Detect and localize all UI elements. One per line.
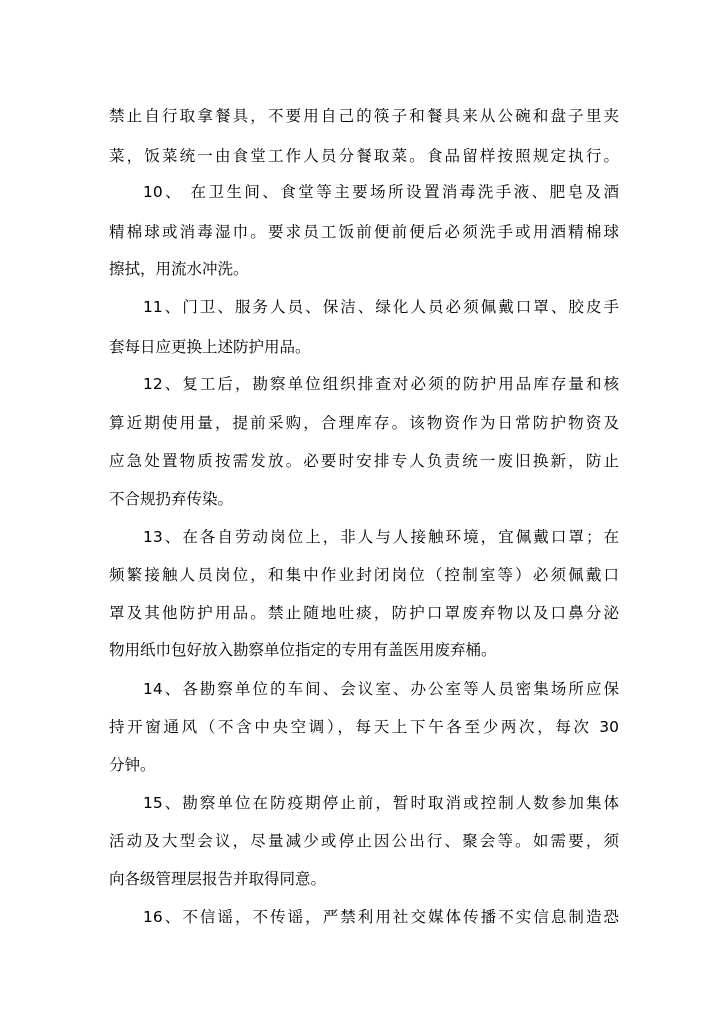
text-line: 活动及大型会议，尽量减少或停止因公出行、聚会等。如需要，须 bbox=[109, 832, 619, 850]
paragraph-start-line: 16、不信谣，不传谣，严禁利用社交媒体传播不实信息制造恐 bbox=[143, 908, 619, 926]
paragraph-start-line: 11、门卫、服务人员、保洁、绿化人员必须佩戴口罩、胶皮手 bbox=[143, 298, 619, 316]
text-line: 算近期使用量，提前采购，合理库存。该物资作为日常防护物资及 bbox=[109, 414, 619, 432]
paragraph-start-line: 10、 在卫生间、食堂等主要场所设置消毒洗手液、肥皂及酒 bbox=[143, 183, 619, 201]
text-line: 罩及其他防护用品。禁止随地吐痰，防护口罩废弃物以及口鼻分泌 bbox=[109, 604, 619, 622]
text-line: 菜，饭菜统一由食堂工作人员分餐取菜。食品留样按照规定执行。 bbox=[109, 147, 619, 165]
text-line: 擦拭，用流水冲洗。 bbox=[109, 260, 249, 278]
text-line: 向各级管理层报告并取得同意。 bbox=[109, 870, 327, 888]
text-line: 分钟。 bbox=[109, 756, 156, 774]
text-line: 应急处置物质按需发放。必要时安排专人负责统一废旧换新，防止 bbox=[109, 452, 619, 470]
text-line: 禁止自行取拿餐具，不要用自己的筷子和餐具来从公碗和盘子里夹 bbox=[109, 107, 619, 125]
text-line: 持开窗通风（不含中央空调），每天上下午各至少两次，每次 30 bbox=[109, 718, 619, 736]
paragraph-start-line: 12、复工后，勘察单位组织排查对必须的防护用品库存量和核 bbox=[143, 375, 619, 393]
text-line: 物用纸巾包好放入勘察单位指定的专用有盖医用废弃桶。 bbox=[109, 641, 497, 659]
text-line: 套每日应更换上述防护用品。 bbox=[109, 338, 311, 356]
paragraph-start-line: 13、在各自劳动岗位上，非人与人接触环境，宜佩戴口罩；在 bbox=[143, 528, 619, 546]
text-line: 不合规扔弃传染。 bbox=[109, 490, 234, 508]
text-line: 精棉球或消毒湿巾。要求员工饭前便前便后必须洗手或用酒精棉球 bbox=[109, 223, 619, 241]
paragraph-start-line: 14、各勘察单位的车间、会议室、办公室等人员密集场所应保 bbox=[143, 680, 619, 698]
text-line: 频繁接触人员岗位，和集中作业封闭岗位（控制室等）必须佩戴口 bbox=[109, 566, 619, 584]
paragraph-start-line: 15、勘察单位在防疫期停止前，暂时取消或控制人数参加集体 bbox=[143, 794, 619, 812]
